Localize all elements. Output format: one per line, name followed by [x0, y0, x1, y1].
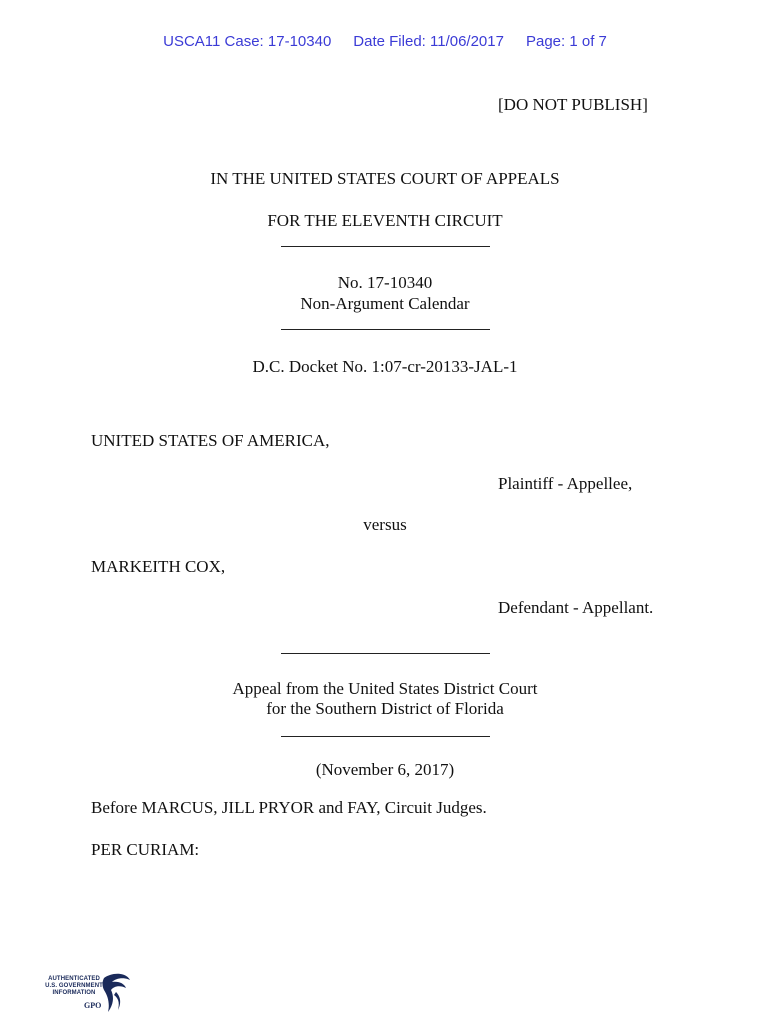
gpo-logo-text-line: AUTHENTICATED [48, 976, 100, 982]
court-name-line1: IN THE UNITED STATES COURT OF APPEALS [210, 169, 560, 188]
plaintiff-name: UNITED STATES OF AMERICA, [91, 431, 330, 450]
eagle-icon [100, 972, 132, 1016]
decision-date: (November 6, 2017) [315, 760, 455, 779]
plaintiff-role: Plaintiff - Appellee, [498, 474, 633, 493]
gpo-authentication-logo [44, 972, 134, 1018]
divider-rule [281, 736, 490, 737]
publish-note: [DO NOT PUBLISH] [498, 95, 648, 114]
panel-judges: Before MARCUS, JILL PRYOR and FAY, Circuit Judges. [91, 798, 487, 817]
filing-header-stamp [0, 33, 770, 50]
defendant-role: Defendant - Appellant. [498, 598, 654, 617]
court-name-line2: FOR THE ELEVENTH CIRCUIT [267, 211, 503, 230]
defendant-name: MARKEITH COX, [91, 557, 226, 576]
date-filed-stamp: Date Filed: 11/06/2017 [353, 33, 504, 50]
case-number-stamp: USCA11 Case: 17-10340 [163, 33, 332, 50]
per-curiam-heading: PER CURIAM: [91, 840, 200, 859]
divider-rule [281, 653, 490, 654]
appeal-line2: for the Southern District of Florida [266, 699, 504, 718]
calendar-type: Non-Argument Calendar [300, 294, 470, 313]
gpo-logo-text [44, 976, 104, 997]
appeal-line1: Appeal from the United States District Court [232, 679, 538, 698]
divider-rule [281, 246, 490, 247]
docket-number: D.C. Docket No. 1:07-cr-20133-JAL-1 [252, 357, 518, 376]
gpo-mark: GPO [84, 1001, 102, 1010]
case-number: No. 17-10340 [337, 273, 433, 292]
versus-label: versus [363, 515, 407, 534]
divider-rule [281, 329, 490, 330]
gpo-logo-text-line: INFORMATION [52, 990, 96, 996]
gpo-logo-text-line: U.S. GOVERNMENT [45, 983, 103, 989]
page-count-stamp: Page: 1 of 7 [525, 33, 607, 50]
